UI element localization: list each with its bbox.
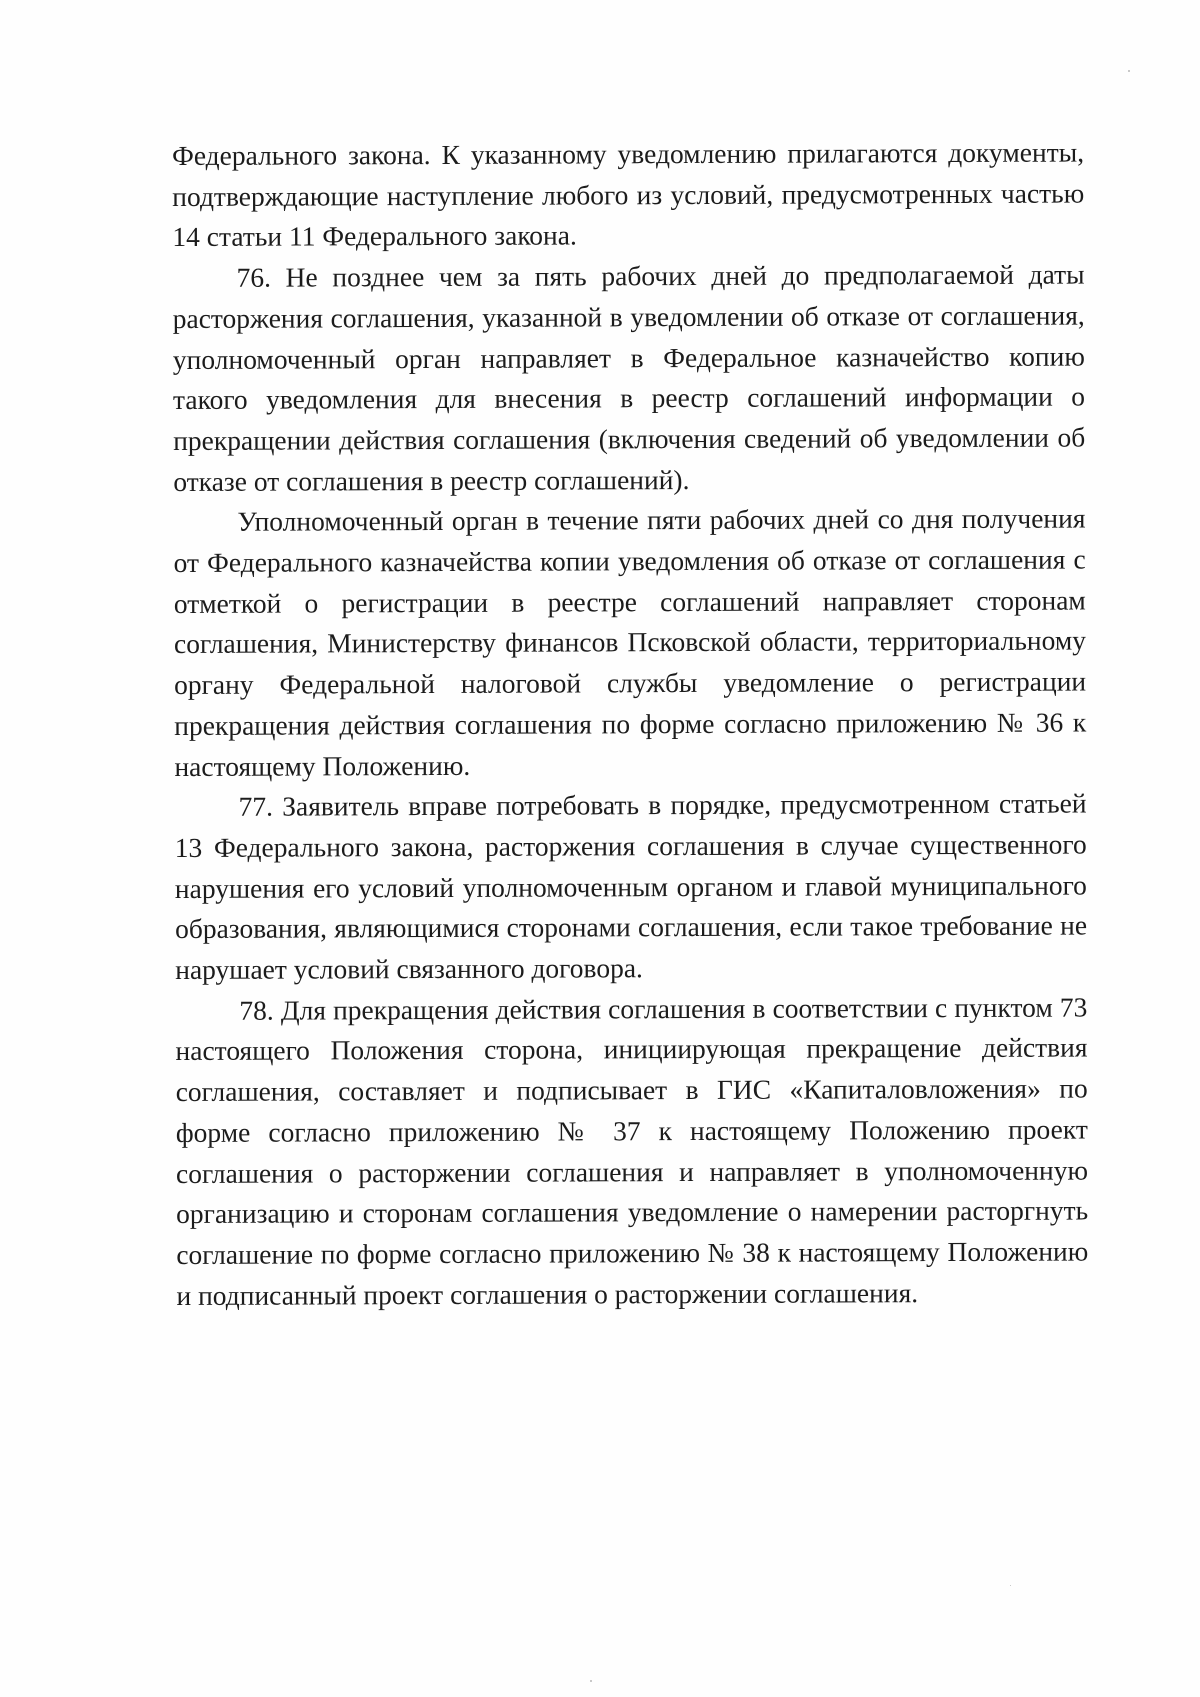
scan-speck [1010,1585,1011,1586]
paragraph-77: 77. Заявитель вправе потребовать в порядке, предусмотренном статьей 13 Федерального закона, расторжения соглашения в случае существенного нарушения его условий уполномоченным органом и главой муниципального образования, являющимися сторонами соглашения, если такое требование не нарушает условий связанного договора. [174,787,1088,986]
paragraph-76-second: Уполномоченный орган в течение пяти рабочих дней со дня получения от Федерального казначейства копии уведомления об отказе от соглашения с отметкой о регистрации в реестре соглашений направляет сторонам соглашения, Министерству финансов Псковской области, территориальному органу Федеральной налоговой службы уведомление о регистрации прекращения действия соглашения по форме согласно приложению № 36 к настоящему Положению. [173,502,1087,782]
document-body [172,132,1089,1316]
paragraph-78: 78. Для прекращения действия соглашения в соответствии с пунктом 73 настоящего Положения сторона, инициирующая прекращение действия соглашения, составляет и подписывает в ГИС «Капиталовложения» по форме согласно приложению № 37 к настоящему Положению проект соглашения о расторжении соглашения и направляет в уполномоченную организацию и сторонам соглашения уведомление о намерении расторгнуть соглашение по форме согласно приложению № 38 к настоящему Положению и подписанный проект соглашения о расторжении соглашения. [175,991,1089,1311]
scan-speck [590,1680,592,1682]
paragraph-continuation: Федерального закона. К указанному уведомлению прилагаются документы, подтверждающие наступление любого из условий, предусмотренных частью 14 статьи 11 Федерального закона. [172,136,1085,253]
paragraph-76: 76. Не позднее чем за пять рабочих дней до предполагаемой даты расторжения соглашения, указанной в уведомлении об отказе от соглашения, уполномоченный орган направляет в Федеральное казначейство копию такого уведомления для внесения в реестр соглашений информации о прекращении действия соглашения (включения сведений об уведомлении об отказе от соглашения в реестр соглашений). [172,258,1086,497]
scan-speck [1128,70,1130,72]
